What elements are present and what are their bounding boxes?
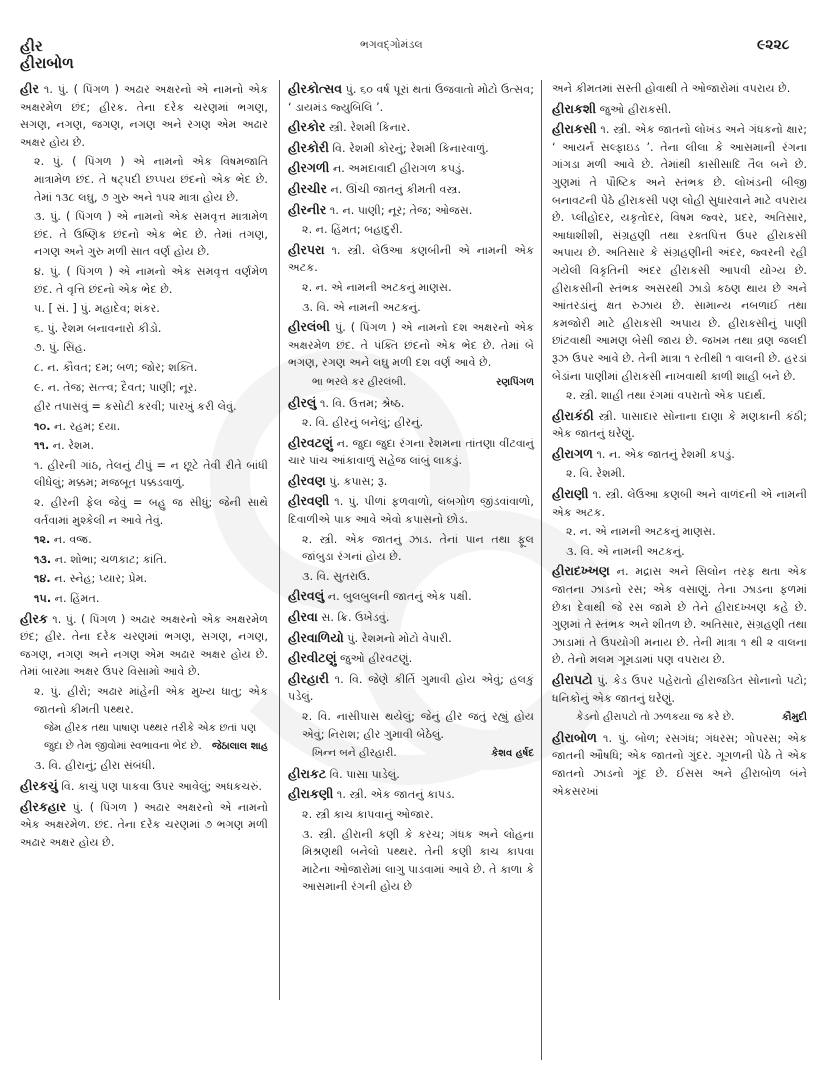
entry-headword: હીરપરા bbox=[288, 241, 325, 257]
entry-continuation: અને કીમતમાં સસ્તી હોવાથી તે ઓજારોમાં વપરાય છે. bbox=[552, 82, 791, 95]
entry-headword: હીરાણી bbox=[552, 486, 589, 502]
sub-sense bbox=[552, 387, 807, 405]
column-2 bbox=[288, 80, 534, 898]
sense-number: ૧૪. bbox=[34, 572, 51, 586]
entry-definition: પું. ( પિંગળ ) અઢાર અક્ષરનો એ નામનો એક અક્ષરમેળ. છંદ. તેના દરેક ચરણમાં ૭ ભગણ મળી અઢાર અક્ષર હોય છે. bbox=[20, 800, 268, 849]
quote-text: ભા ભરલે કર હીરલંબી. bbox=[312, 375, 407, 388]
dictionary-entry bbox=[552, 562, 807, 669]
dictionary-entry bbox=[288, 608, 534, 627]
entry-definition: ૧. સ્ત્રી. એક જાતનો લોખંડ અને ગંધકનો ક્ષાર; ‘ આયર્ન સલ્ફાઇડ ’. તેના લીલા કે આસમાની રંગના ગાંગડા મળી આવે છે. તેમાંથી કાસીસાદિ તૈલ બને છે. ગુણમાં તે પૌષ્ટિક અને સ્તંભક છે. લોખંડની બીજી બનાવટની પેઠે હીરાકસી પણ લોહી સુધારવાને માટે વપરાય છે. પ્લીહોદર, યકૃતોદર, વિષમ જ્વર, પ્રદર, અતિસાર, આધાશીશી, સંગ્રહણી તથા રક્તપિત્ત ઉપર હીરાકસી અપાય છે. અતિસાર કે સંગ્રહણીની અંદર, જ્વરની રહી ગયેલી વિકૃતિની અંદર હીરાકસી આપવી યોગ્ય છે. હીરાકસીની સ્તંભક અસરથી ઝાડો કઠણ થાય છે અને આંતરડાંનું ક્ષત રુઝાય છે. સામાન્ય નબળાઈ તથા કમજોરી માટે હીરાકસી અપાય છે. હીરાકસીનું પાણી છાંટવાથી આમણ બેસી જાય છે. જખમ તથા વ્રણ જલદી રૂઝ ઉપર આવે છે. તેની માત્રા ૧ રતીથી ૧ વાલની છે. હરડાં બેડાંના પાણીમાં હીરાકસી નાખવાથી કાળી શાહી બને છે. bbox=[552, 123, 808, 383]
entry-definition: વિ. પાસા પાડેલું. bbox=[329, 767, 400, 781]
sub-sense bbox=[20, 208, 268, 261]
entry-headword: હીરહારી bbox=[288, 670, 329, 686]
entry-definition: ૧. વિ. ઉત્તમ; શ્રેષ્ઠ. bbox=[319, 396, 405, 410]
sub-sense bbox=[20, 359, 268, 377]
usage-quote bbox=[288, 745, 534, 763]
sense-number: ૧૫. bbox=[34, 592, 52, 606]
entry-definition: ન. અમદાવાદી હીરાગળ કપડું. bbox=[332, 162, 465, 176]
entry-headword: હીરાકંઠી bbox=[552, 407, 594, 423]
entry-definition: ન. મદ્રાસ અને સિલોન તરફ થતા એક જાતના ઝાડનો રસ; એક વસાણું. તેના ઝાડના ફળમાં છેકા દેવાથી જે રસ જામે છે તેને હીરાદખ્ખણ કહે છે. ગુણમાં તે સ્તંભક અને શીતળ છે. અતિસાર, સંગ્રહણી તથા ઝાડામાં તે ઉપયોગી મનાય છે. તેની માત્રા ૧ થી ૨ વાલના છે. તેનો મલમ ગૂમડામાં પણ વપરાય છે. bbox=[552, 565, 807, 667]
sub-sense bbox=[288, 568, 534, 586]
sense-number: ૧૦. bbox=[34, 419, 51, 433]
entry-headword: હીરાદખ્ખણ bbox=[552, 563, 610, 579]
sense-text: ન. રેશમ. bbox=[52, 439, 95, 453]
sub-sense bbox=[20, 379, 268, 397]
sub-sense bbox=[20, 153, 268, 206]
column-1 bbox=[20, 80, 268, 853]
dictionary-entry bbox=[288, 434, 534, 470]
dictionary-entry bbox=[20, 777, 268, 796]
entry-headword: હીરવણી bbox=[288, 493, 330, 509]
dictionary-entry bbox=[20, 80, 268, 151]
entry-headword: હીરાકસી bbox=[552, 121, 597, 137]
sense-text: ૨. ન. એ નામની અટકનું માણસ. bbox=[302, 280, 452, 294]
entry-definition: ૧. પું. બોળ; રસગંધ; ગંધરસ; ગોપરસ; એક જાતની ઔષધિ; એક જાતનો ગુંદર. ગૂગળની પેઠે તે એક જાતનો ઝાડનો ગૂંદ છે. ઈસસ અને હીરાબોળ બંને એકસરખાં bbox=[552, 731, 807, 798]
entry-headword: હીરલંબી bbox=[288, 319, 330, 335]
sub-sense bbox=[20, 320, 268, 338]
entry-definition: પું. રેશમનો મોટો વેપારી. bbox=[347, 631, 452, 645]
entry-headword: હીરાપટો bbox=[552, 672, 593, 687]
entry-headword: હીર bbox=[20, 81, 39, 96]
entry-definition: ન. જુદા જુદા રંગના રેશમના તાંતણા વીંટવાનું ચાર પાંચ આંકાવાળું સહેજ લાંબું લાકડું. bbox=[288, 436, 535, 468]
sense-text: ૩. વિ. સુતરાઉ. bbox=[302, 569, 371, 583]
idiom-phrase: ૧. હીરની ગાંઠ, તેલનું ટીપું = ન છૂટે તેવી રીતે બાંધી લીધેલું; મક્કમ; મજબૂત પક્કડવાળું. bbox=[34, 458, 268, 490]
entry-definition: ન. ઊંચી જાતનું કીમતી વસ્ત્ર. bbox=[330, 182, 462, 196]
entry-definition: સ. ક્રિ. ઉખેડવું. bbox=[321, 611, 390, 625]
quote-source: રણપિંગળ bbox=[496, 376, 534, 388]
entry-headword: હીરાબોળ bbox=[552, 729, 597, 745]
dictionary-entry bbox=[288, 587, 534, 606]
sub-sense bbox=[552, 543, 807, 561]
sub-sense bbox=[20, 339, 268, 357]
sense-text: ૨. પું. ( પિંગળ ) એ નામનો એક વિષમજાતિ માત્રામેળ છંદ. તે ષટ્પદી છપ્પય છંદનો એક ભેદ છે. તેમાં ૧૩૮ લઘુ, ૭ ગુરુ અને ૧૫૨ માત્રા હોય છે. bbox=[34, 155, 268, 204]
entry-definition: ૧. ન. એક જાતનું રેશમી કપડું. bbox=[596, 447, 735, 461]
sub-sense bbox=[20, 300, 268, 318]
sub-sense bbox=[20, 418, 268, 436]
entry-definition: ૧. પું. પીળાં ફળવાળો, લંબગોળ જીંડવાંવાળો, દિવાળીએ પાક આવે એવો કપાસનો છોડ. bbox=[288, 495, 534, 527]
sub-sense bbox=[552, 465, 807, 483]
entry-headword: હીરાકટ bbox=[288, 765, 327, 781]
sub-sense bbox=[288, 531, 534, 566]
entry-definition: ન. બુલબુલની જાતનું એક પક્ષી. bbox=[327, 590, 472, 604]
sub-sense bbox=[288, 279, 534, 297]
dictionary-entry bbox=[552, 671, 807, 707]
entry-headword: હીરવીટણું bbox=[288, 650, 337, 666]
entry-definition: જુઓ હીરાકસી. bbox=[599, 102, 672, 116]
dictionary-entry bbox=[288, 629, 534, 648]
quote-text: જેમ હીરક તથા પાષાણ પથ્થર તરીકે એક છતાં પણ જુદા છે તેમ જીવોમાં સ્વભાવના ભેદ છે. bbox=[44, 722, 257, 752]
entry-definition: ૧. પું. ( પિંગળ ) અઢાર અક્ષરનો એક અક્ષરમેળ છંદ; હીર. તેના દરેક ચરણમાં ભગણ, સગણ, નગણ, જગણ, નગણ અને નગણ એમ અઢાર અક્ષર હોય છે. તેમાં બારમા અક્ષર ઉપર વિસામો આવે છે. bbox=[20, 612, 268, 679]
column-divider bbox=[279, 80, 280, 1000]
usage-quote bbox=[20, 720, 268, 755]
dictionary-entry bbox=[288, 201, 534, 220]
dictionary-entry bbox=[288, 649, 534, 668]
entry-definition: જુઓ હીરવટણું. bbox=[340, 652, 413, 666]
sense-text: ૩. પું. ( પિંગળ ) એ નામનો એક સમવૃત્ત માત્રામેળ છંદ. તે ઉષ્ણિક છંદનો એક ભેદ છે. તેમાં તગણ, નગણ અને ગુરુ મળી સાત વર્ણ હોય છે. bbox=[34, 210, 268, 259]
usage-quote bbox=[288, 374, 534, 392]
sub-sense bbox=[20, 263, 268, 298]
sense-text: ૨. ન. એ નામની અટકનું માણસ. bbox=[566, 525, 716, 539]
sense-text: ૬. પું. રેશમ બનાવનારો કીડો. bbox=[34, 321, 162, 335]
dictionary-entry bbox=[288, 139, 534, 158]
sense-text: ૩. વિ. હીરાનું; હીરા સંબંધી. bbox=[34, 759, 156, 773]
quote-source: જેઠાલાલ શાહ bbox=[211, 740, 268, 752]
sense-number: ૧૩. bbox=[34, 552, 52, 566]
dictionary-entry bbox=[552, 100, 807, 119]
entry-headword: હીરક bbox=[20, 610, 48, 626]
idiom-phrase: હીર તપાસવું = કસોટી કરવી; પારખું કરી લેવું. bbox=[34, 400, 237, 414]
entry-definition: પું. ૬૦ વર્ષ પૂરાં થતાં ઉજવાતો મોટો ઉત્સવ; ‘ ડાયમંડ જ્યુબિલિ ’. bbox=[288, 83, 534, 114]
entry-headword: હીરવલું bbox=[288, 588, 325, 604]
sense-text: ૨. વિ. નાસીપાસ થયેલું; જેનું હીર જતું રહ્યું હોય એવું; નિરાશ; હીર ગુમાવી બેઠેલું. bbox=[302, 710, 534, 741]
sub-sense bbox=[20, 757, 268, 775]
dictionary-entry bbox=[20, 798, 268, 852]
sense-text: ૨. સ્ત્રી. એક જાતનું ઝાડ. તેનાં પાન તથા ફૂલ જાંબુડા રંગનાં હોય છે. bbox=[302, 532, 534, 564]
entry-definition: પું. ( પિંગળ ) એ નામનો દશ અક્ષરનો એક અક્ષરમેળ છંદ. તે પંક્તિ છંદનો એક ભેદ છે. તેમાં બે ભગણ, રગણ અને લઘુ મળી દશ વર્ણ આવે છે. bbox=[288, 321, 534, 370]
dictionary-entry bbox=[288, 492, 534, 528]
entry-definition: વિ. કાચું પણ પાકવા ઉપર આવેલું; અધકચરું. bbox=[61, 779, 262, 793]
entry-definition: સ્ત્રી. પાસાદાર સોનાના દાણા કે મણકાની કંઠી; એક જાતનું ઘરેણું. bbox=[552, 409, 807, 441]
sense-text: ૨. સ્ત્રી. શાહી તથા રંગમાં વપરાતો એક પદાર્થ. bbox=[566, 389, 766, 403]
entry-definition: વિ. રેશમી કોરનું; રેશમી કિનારવાળું. bbox=[332, 141, 489, 155]
sense-text: ન. સ્નેહ; પ્યાર; પ્રેમ. bbox=[54, 572, 148, 586]
page-header bbox=[0, 0, 825, 72]
sense-number: ૧૧. bbox=[34, 439, 50, 453]
dictionary-entry bbox=[552, 445, 807, 464]
sub-sense bbox=[20, 590, 268, 608]
quote-source: કૌમુદી bbox=[781, 712, 807, 724]
book-title: ભગવદ્ગોમંડલ bbox=[360, 38, 423, 51]
entry-headword: હીરાકણી bbox=[288, 786, 334, 802]
sense-text: ન. હિંમત. bbox=[54, 592, 100, 606]
sense-text: ૨. વિ. હીરનું બનેલું; હીરનું. bbox=[302, 416, 424, 430]
sense-text: ૨. વિ. રેશમી. bbox=[566, 467, 626, 481]
sub-sense bbox=[288, 221, 534, 239]
sense-text: ૯. ન. તેજ; સત્ત્વ; દૈવત; પાણી; નૂર. bbox=[34, 380, 198, 394]
entry-definition: સ્ત્રી. રેશમી કિનાર. bbox=[328, 121, 411, 135]
entry-headword: હીરકોર bbox=[288, 119, 326, 135]
quote-text: ખિન્ન બને હીરહારી. bbox=[312, 747, 397, 760]
sense-text: ૩. સ્ત્રી. હીરાની કણી કે કરચ; ગંધક અને લોહના મિશ્રણથી બનેલો પથ્થર. તેની કણી કાચ કાપવા માટેના ઓજારોમાં લાગુ પાડવામાં આવે છે. તે કાળા કે આસમાની રંગની હોય છે bbox=[302, 827, 534, 894]
entry-definition: ૧. સ્ત્રી. લેઉઆ કણબી અને વાળંદની એ નામની એક અટક. bbox=[552, 488, 807, 519]
dictionary-entry bbox=[288, 118, 534, 137]
sense-text: ન. શોભા; ચળકાટ; કાંતિ. bbox=[54, 552, 167, 566]
sense-text: ન. વજ્ર. bbox=[53, 533, 92, 547]
sub-sense bbox=[552, 523, 807, 541]
entry-headword: હીરલું bbox=[288, 394, 317, 410]
page-number: ૯૨૨૮ bbox=[757, 37, 790, 53]
entry-definition: ૧. સ્ત્રી. એક જાતનું કાપડ. bbox=[336, 788, 455, 802]
column-divider bbox=[541, 80, 542, 1060]
dictionary-entry bbox=[552, 729, 807, 800]
sense-text: ૩. વિ. એ નામની અટકનું. bbox=[302, 300, 421, 314]
entry-headword: હીરકહાર bbox=[20, 798, 67, 814]
entry-definition: ૧. ન. પાણી; નૂર; તેજ; ઓજસ. bbox=[329, 203, 473, 217]
entry-headword: હીરાગળ bbox=[552, 445, 593, 461]
quote-text: કેડનો હીરાપટો તો ઝળકયા જ કરે છે. bbox=[576, 711, 735, 724]
entry-definition: ૧. પું. ( પિંગળ ) અઢાર અક્ષરનો એ નામનો એક અક્ષરમેળ છંદ; હીરક. તેના દરેક ચરણમાં ભગણ, સગણ, નગણ, જગણ, નગણ અને રગણ એમ અઢાર અક્ષર હોય છે. bbox=[20, 83, 268, 149]
sub-sense bbox=[20, 570, 268, 588]
dictionary-entry bbox=[552, 485, 807, 521]
sense-text: ૨. પું. હીરો; અઢાર માંહેની એક મુખ્ય ધાતુ; એક જાતનો કીમતી પથ્થર. bbox=[34, 685, 268, 716]
entry-headword: હીરગળી bbox=[288, 160, 330, 176]
sense-text: ૨. સ્ત્રી કાચ કાપવાનું ઓજાર. bbox=[302, 807, 434, 821]
dictionary-entry bbox=[288, 472, 534, 491]
entry-headword: હીરનીર bbox=[288, 201, 327, 217]
entry-headword: હીરકોરી bbox=[288, 139, 329, 155]
dictionary-entry bbox=[288, 159, 534, 178]
dictionary-entry bbox=[288, 241, 534, 277]
dictionary-entry bbox=[288, 765, 534, 784]
entry-headword: હીરચીર bbox=[288, 180, 327, 196]
sense-text: ૫. [ સં. ] પું. મહાદેવ; શંકર. bbox=[34, 302, 160, 316]
dictionary-entry bbox=[20, 610, 268, 681]
sub-sense bbox=[288, 708, 534, 743]
dictionary-entry bbox=[288, 785, 534, 804]
dictionary-entry bbox=[288, 80, 534, 116]
entry-headword: હીરવણ bbox=[288, 472, 326, 488]
entry-definition: પું. કપાસ; રૂ. bbox=[329, 474, 388, 488]
sub-sense bbox=[288, 826, 534, 896]
sense-text: ૪. પું. ( પિંગળ ) એ નામનો એક સમવૃત્ત વર્ણમેળ છંદ. તે વૃત્તિ છંદનો એક ભેદ છે. bbox=[34, 264, 268, 296]
quote-source: કેશવ હર્ષદ bbox=[491, 748, 534, 760]
usage-quote bbox=[552, 709, 807, 727]
entry-headword: હીરકચું bbox=[20, 777, 58, 793]
sub-sense bbox=[288, 299, 534, 317]
sub-sense bbox=[20, 531, 268, 549]
sense-text: ૩. વિ. એ નામની અટકનું. bbox=[566, 544, 685, 558]
entry-definition: ૧. વિ. જેણે કીર્તિ ગુમાવી હોય એવું; હલકું પડેલું. bbox=[288, 672, 534, 704]
dictionary-entry bbox=[552, 120, 807, 385]
sense-number: ૧૨. bbox=[34, 533, 51, 547]
sub-sense bbox=[288, 806, 534, 824]
entry-headword: હીરાકશી bbox=[552, 100, 597, 116]
column-3 bbox=[552, 80, 807, 802]
dictionary-entry bbox=[288, 318, 534, 372]
dictionary-entry bbox=[552, 407, 807, 443]
sense-text: ૭. પું. સિંહ. bbox=[34, 341, 87, 355]
sub-sense bbox=[20, 437, 268, 455]
sense-text: ન. રહમ; દયા. bbox=[54, 419, 121, 433]
sense-text: ૨. ન. હિંમત; બહાદુરી. bbox=[302, 223, 403, 237]
dictionary-entry bbox=[288, 180, 534, 199]
entry-definition: પું. કેડ ઉપર પહેરાતો હીરાજડિત સોનાનો પટો; ધનિકોનું એક જાતનું ઘરેણું. bbox=[552, 674, 808, 705]
guide-word-bottom: હીરાબોળ bbox=[20, 54, 74, 72]
entry-headword: હીરવા bbox=[288, 609, 318, 625]
entry-headword: હીરવટણું bbox=[288, 434, 333, 450]
entry-headword: હીરવાળિયો bbox=[288, 629, 344, 645]
sense-text: ૮. ન. કૌવત; દમ; બળ; જોર; શક્તિ. bbox=[34, 360, 198, 374]
sub-sense bbox=[20, 551, 268, 569]
entry-headword: હીરકોત્સવ bbox=[288, 81, 343, 96]
sub-sense bbox=[20, 683, 268, 718]
entry-definition: ૧. સ્ત્રી. લેઉઆ કણબીની એ નામની એક અટક. bbox=[288, 243, 534, 275]
dictionary-entry bbox=[288, 394, 534, 413]
idiom-phrase: ૨. હીરની ફેલ જેવું = બહુ જ સીધું; જેની સાથે વર્તવામાં મુશ્કેલી ન આવે તેવું. bbox=[34, 496, 268, 527]
guide-word-top: હીર bbox=[20, 37, 43, 55]
dictionary-entry bbox=[288, 670, 534, 706]
sub-sense bbox=[288, 414, 534, 432]
